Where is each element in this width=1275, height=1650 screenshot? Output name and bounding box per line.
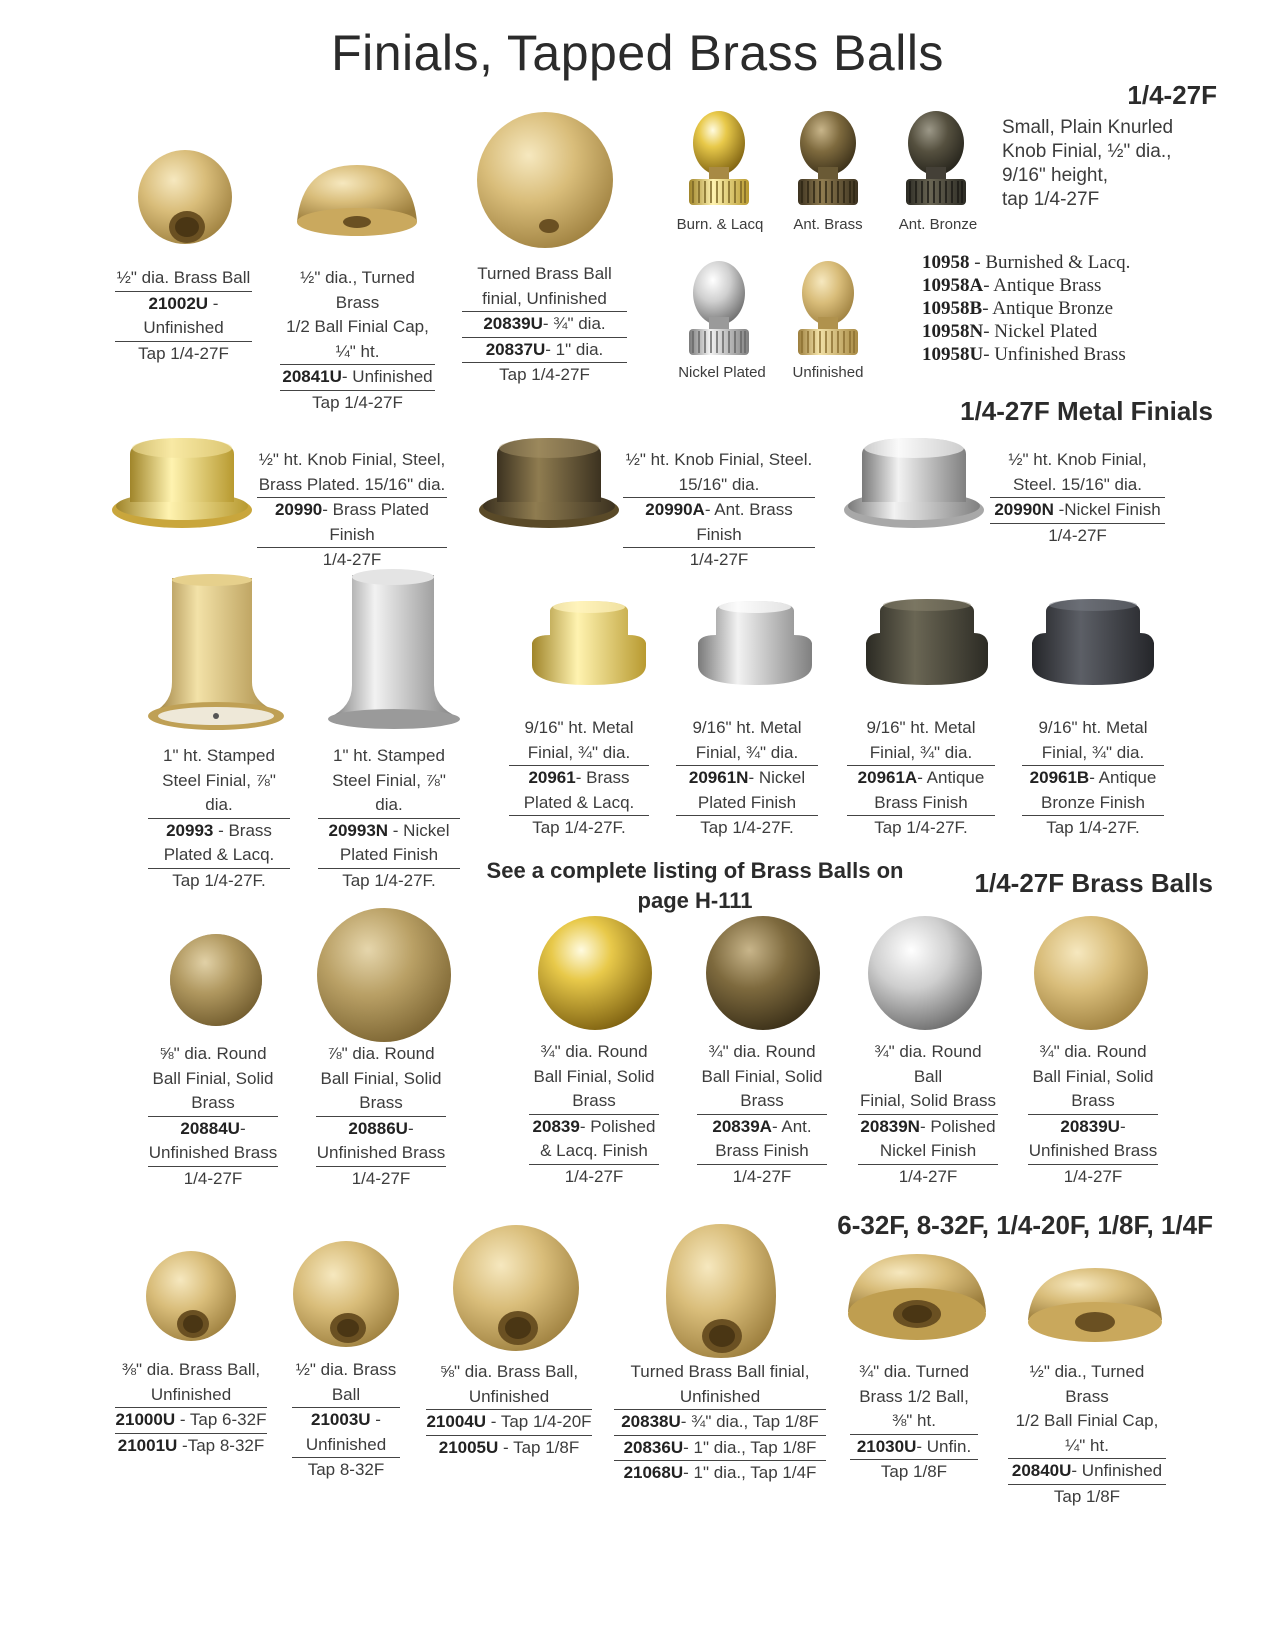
part-number: 20839U — [1060, 1116, 1120, 1136]
caption-line: Ball Finial, Solid — [152, 1068, 274, 1088]
caption-line: Ball Finial, Solid — [1032, 1066, 1154, 1086]
caption-line: Brass Finish — [697, 1139, 827, 1165]
caption-line: - Unfin. — [916, 1436, 972, 1456]
caption-line: finial, Unfinished — [462, 287, 627, 313]
caption-line: Unfinished — [426, 1385, 592, 1411]
caption-line: ¾" dia. Round Ball — [874, 1042, 982, 1086]
knurled-label-antique-brass: Ant. Brass — [793, 216, 863, 233]
tap-size: 1/4-27F — [564, 1166, 624, 1186]
caption-21002u — [115, 266, 252, 366]
caption-line: Bronze Finish — [1022, 791, 1164, 817]
caption-line: - — [407, 1118, 414, 1138]
caption-line: Turned Brass Ball finial, — [630, 1362, 810, 1381]
part-number: 10958B — [922, 298, 983, 319]
tap-size: 1/4-27F — [351, 1168, 411, 1188]
caption-line: ⅜" ht. — [850, 1409, 978, 1435]
caption-line: 1" ht. Stamped — [163, 746, 275, 765]
caption-line: Ball Finial, Solid — [533, 1066, 655, 1086]
ball-21000u-image — [143, 1250, 239, 1346]
part-number: 20993N — [328, 820, 389, 840]
part-number: 21068U — [623, 1463, 684, 1482]
tap-size: Tap 1/4-27F. — [172, 870, 266, 890]
caption-line: Plated & Lacq. — [509, 791, 649, 817]
caption-line: Brass Finish — [847, 791, 995, 817]
tap-size: Tap 1/4-27F. — [532, 818, 626, 837]
tap-size: 1/4-27F — [1063, 1166, 1123, 1186]
section-heading-metal-finials: 1/4-27F Metal Finials — [960, 396, 1213, 426]
knurled-desc-line: 9/16" height, — [1002, 165, 1109, 186]
tap-size: Tap 1/8F — [1053, 1486, 1121, 1506]
caption-line: ¼" ht. — [1008, 1434, 1166, 1460]
knob-20990a-image — [475, 432, 623, 532]
knob-20990-image — [108, 432, 256, 532]
caption-line: Finial, ¾" dia. — [509, 741, 649, 767]
caption-line: & Lacq. Finish — [529, 1139, 659, 1165]
stamped-20993-image — [148, 572, 290, 734]
caption-line: ½" dia. Brass Ball — [115, 266, 252, 292]
stamped-20993n-image — [322, 565, 464, 735]
section-heading-1-4-27f: 1/4-27F — [1127, 80, 1217, 110]
caption-line: ⅝" dia. Brass Ball, — [439, 1362, 579, 1381]
tap-size: Tap 1/4-27F. — [342, 870, 436, 890]
caption-20840u — [1008, 1360, 1166, 1509]
part-number: 20839U — [483, 314, 543, 333]
tap-size: 1/4-27F — [732, 1166, 792, 1186]
caption-line: - 1" dia. — [545, 339, 604, 359]
part-desc: - Antique Bronze — [982, 298, 1114, 319]
part-number: 21004U — [426, 1412, 487, 1431]
caption-line: Brass — [697, 1089, 827, 1115]
part-number: 20839 — [532, 1116, 580, 1136]
knurled-code-row — [922, 297, 1130, 320]
part-number: 20839N — [860, 1116, 920, 1136]
caption-20884u — [148, 1042, 278, 1191]
part-number: 20841U — [282, 367, 342, 386]
caption-line: 9/16" ht. Metal — [524, 718, 634, 737]
caption-line: - — [1119, 1116, 1126, 1136]
tap-size: Tap 1/4-27F — [312, 392, 403, 412]
knurled-label-burnished: Burn. & Lacq — [676, 216, 764, 233]
caption-line: - Ant. Brass Finish — [696, 500, 793, 544]
part-number: 10958U — [922, 344, 984, 365]
caption-line: - 1" dia., Tap 1/4F — [683, 1463, 817, 1482]
caption-line: ⅜" dia. Brass Ball, — [121, 1360, 261, 1379]
knurled-knob-unfinished-image — [792, 255, 864, 361]
caption-line: Finial, ¾" dia. — [676, 741, 818, 767]
caption-20886u — [316, 1042, 446, 1191]
half-ball-21030u-image — [844, 1250, 990, 1350]
part-number: 21001U — [117, 1435, 178, 1455]
caption-line: ¼" ht. — [280, 340, 435, 366]
caption-line: - Antique — [1089, 768, 1157, 787]
caption-line: Unfinished Brass — [1028, 1139, 1158, 1165]
knob-20990n-image — [840, 432, 988, 532]
caption-line: Brass — [148, 1091, 278, 1117]
part-number: 21000U — [115, 1410, 176, 1429]
knurled-code-list — [922, 251, 1130, 366]
page-title: Finials, Tapped Brass Balls — [331, 25, 944, 81]
knurled-knob-antique-brass-image — [792, 105, 864, 211]
caption-line: ½" dia., Turned Brass — [300, 268, 415, 312]
part-number: 20961 — [528, 768, 576, 787]
caption-line: Unfinished — [115, 1383, 267, 1409]
part-desc: - Antique Brass — [983, 275, 1102, 296]
caption-line: 1/2 Ball Finial Cap, — [286, 317, 429, 336]
caption-line: Steel Finial, ⅞" dia. — [318, 769, 460, 819]
caption-line: - Tap 6-32F — [175, 1410, 267, 1429]
caption-line: Ball Finial, Solid — [320, 1068, 442, 1088]
caption-line: ½" ht. Knob Finial, — [1008, 450, 1147, 469]
caption-line: - Nickel — [388, 820, 450, 840]
caption-line: ½" dia. Brass — [295, 1360, 397, 1379]
caption-line: Plated & Lacq. — [148, 843, 290, 869]
tap-size: 1/4-27F — [1048, 525, 1107, 545]
knurled-desc-line: Knob Finial, ½" dia., — [1002, 141, 1172, 162]
part-number: 21003U — [311, 1410, 371, 1429]
part-number: 10958N — [922, 321, 984, 342]
caption-20839a — [697, 1040, 827, 1189]
caption-line: Ball — [292, 1383, 400, 1409]
caption-20961b — [1022, 716, 1164, 841]
caption-line: 9/16" ht. Metal — [866, 718, 976, 737]
caption-line: - Tap 1/4-20F — [486, 1412, 592, 1431]
caption-20838u — [614, 1360, 826, 1486]
cap-20841u-image — [292, 160, 422, 240]
caption-line: - — [208, 293, 219, 313]
part-desc: - Unfinished Brass — [983, 344, 1126, 365]
caption-21004u — [426, 1360, 592, 1460]
tap-size: 1/4-27F — [183, 1168, 243, 1188]
part-number: 10958 — [922, 252, 970, 273]
caption-line: Brass — [529, 1089, 659, 1115]
caption-line: - Unfinished — [341, 367, 433, 386]
caption-line: Brass Plated. 15/16" dia. — [257, 473, 447, 499]
part-number: 20990 — [274, 500, 323, 519]
caption-line: 15/16" dia. — [623, 473, 815, 499]
note-line: page H-111 — [637, 888, 753, 913]
metal-20961-image — [520, 595, 658, 695]
knurled-desc-line: tap 1/4-27F — [1002, 189, 1100, 210]
part-number: 20886U — [348, 1118, 408, 1138]
part-number: 20990A — [645, 500, 705, 519]
caption-line: ⅞" dia. Round — [327, 1044, 435, 1063]
caption-20961a — [847, 716, 995, 841]
caption-line: - Antique — [917, 768, 985, 787]
note-line: See a complete listing of Brass Balls on — [486, 858, 904, 883]
knurled-knob-burnished-image — [683, 105, 755, 211]
caption-line: Brass 1/2 Ball, — [859, 1386, 969, 1406]
caption-line: - ¾" dia., Tap 1/8F — [680, 1412, 819, 1431]
tap-size: Tap 1/4-27F. — [874, 818, 968, 837]
caption-line: Unfinished — [614, 1385, 826, 1411]
caption-line: Ball Finial, Solid — [701, 1066, 823, 1086]
caption-line: - ¾" dia. — [542, 314, 606, 333]
caption-line: - Brass Plated Finish — [322, 500, 430, 544]
caption-line: Finial, Solid Brass — [858, 1089, 998, 1115]
tap-size: 1/4-27F — [898, 1166, 958, 1186]
knurled-knob-antique-bronze-image — [900, 105, 972, 211]
knurled-knob-nickel-image — [683, 255, 755, 361]
cap-20840u-image — [1022, 1262, 1168, 1348]
ball-20839u-image — [475, 108, 615, 250]
ball-21003u-image — [290, 1240, 402, 1352]
caption-20961n — [676, 716, 818, 841]
caption-21030u — [850, 1360, 978, 1485]
caption-21000u — [115, 1358, 267, 1458]
caption-20990 — [257, 448, 447, 573]
caption-line: ¾" dia. Turned — [859, 1362, 969, 1381]
caption-20839u — [462, 262, 627, 388]
ball-21002u-image — [135, 145, 235, 255]
tap-size: Tap 8-32F — [307, 1460, 385, 1479]
part-number: 21002U — [148, 293, 209, 313]
caption-line: - — [239, 1118, 246, 1138]
caption-20993 — [148, 744, 290, 893]
caption-line: Turned Brass Ball — [477, 264, 612, 283]
part-number: 21005U — [438, 1437, 499, 1457]
tap-size: 1/4-27F — [322, 550, 382, 569]
caption-line: ½" dia., Turned Brass — [1029, 1362, 1145, 1406]
metal-20961b-image — [1024, 595, 1162, 695]
caption-20839u — [1028, 1040, 1158, 1189]
tap-size: Tap 1/4-27F — [499, 365, 590, 384]
part-number: 21030U — [856, 1436, 917, 1456]
caption-line: Unfinished — [115, 316, 252, 342]
caption-line: Plated Finish — [676, 791, 818, 817]
caption-line: - Polished — [579, 1116, 656, 1136]
caption-20993n — [318, 744, 460, 893]
tap-size: 1/4-27F — [689, 550, 749, 569]
caption-line: Brass — [316, 1091, 446, 1117]
knurled-label-unfinished: Unfinished — [792, 364, 864, 381]
caption-20990a — [623, 448, 815, 573]
caption-line: 1" ht. Stamped — [333, 746, 445, 765]
part-number: 20839A — [712, 1116, 772, 1136]
caption-line: - Brass — [575, 768, 630, 787]
caption-line: Steel Finial, ⅞" dia. — [148, 769, 290, 819]
knurled-label-antique-bronze: Ant. Bronze — [898, 216, 978, 233]
knurled-desc-line: Small, Plain Knurled — [1002, 117, 1174, 138]
caption-line: - Brass — [213, 820, 272, 840]
section-heading-other-taps: 6-32F, 8-32F, 1/4-20F, 1/8F, 1/4F — [837, 1210, 1213, 1240]
caption-line: Unfinished — [292, 1433, 400, 1459]
knurled-label-nickel: Nickel Plated — [678, 364, 766, 381]
caption-line: Unfinished Brass — [316, 1141, 446, 1167]
metal-20961n-image — [686, 595, 824, 695]
caption-line: 9/16" ht. Metal — [692, 718, 802, 737]
ball-20839u-image — [1032, 914, 1150, 1032]
caption-line: - Unfinished — [1071, 1461, 1163, 1480]
caption-line: -Tap 8-32F — [177, 1435, 265, 1455]
part-number: 20884U — [180, 1118, 240, 1138]
part-number: 20836U — [623, 1437, 684, 1457]
part-number: 20840U — [1011, 1461, 1072, 1480]
part-number: 20961N — [688, 768, 749, 787]
caption-20961 — [509, 716, 649, 841]
caption-line: Finial, ¾" dia. — [847, 741, 995, 767]
caption-20839 — [529, 1040, 659, 1189]
section-heading-brass-balls: 1/4-27F Brass Balls — [974, 868, 1213, 898]
ball-20884u-image — [168, 932, 264, 1028]
caption-line: 1/2 Ball Finial Cap, — [1015, 1411, 1159, 1430]
caption-line: - — [370, 1410, 381, 1429]
ball-20839-image — [536, 914, 654, 1032]
knurled-code-row — [922, 343, 1130, 366]
caption-21003u — [292, 1358, 400, 1483]
tap-size: Tap 1/8F — [880, 1462, 948, 1481]
ball-20886u-image — [315, 906, 453, 1044]
knurled-description — [1002, 116, 1173, 212]
part-number: 20961B — [1029, 768, 1090, 787]
caption-line: - Nickel — [748, 768, 806, 787]
caption-line: Finial, ¾" dia. — [1022, 741, 1164, 767]
tap-size: Tap 1/4-27F. — [700, 818, 794, 837]
caption-line: Plated Finish — [318, 843, 460, 869]
caption-line: - Ant. — [771, 1116, 812, 1136]
caption-line: - Tap 1/8F — [498, 1437, 580, 1457]
ball-20839a-image — [704, 914, 822, 1032]
caption-line: Brass — [1028, 1089, 1158, 1115]
caption-line: ¾" dia. Round — [708, 1042, 816, 1061]
caption-line: Unfinished Brass — [148, 1141, 278, 1167]
caption-line: Nickel Finish — [858, 1139, 998, 1165]
caption-line: ½" ht. Knob Finial, Steel, — [258, 450, 446, 469]
part-number: 20993 — [166, 820, 214, 840]
tap-size: Tap 1/4-27F — [138, 343, 229, 363]
metal-20961a-image — [858, 595, 996, 695]
ball-21004u-image — [450, 1224, 582, 1356]
part-number: 20838U — [621, 1412, 681, 1431]
ball-20839n-image — [866, 914, 984, 1032]
caption-20839n — [858, 1040, 998, 1189]
part-number: 20961A — [857, 768, 918, 787]
part-number: 20837U — [485, 339, 546, 359]
caption-20841u — [280, 266, 435, 415]
part-desc: - Nickel Plated — [983, 321, 1098, 342]
part-desc: - Burnished & Lacq. — [969, 252, 1131, 273]
caption-line: Steel. 15/16" dia. — [990, 473, 1165, 499]
caption-20990n — [990, 448, 1165, 548]
caption-line: ¾" dia. Round — [540, 1042, 648, 1061]
caption-line: ⅝" dia. Round — [159, 1044, 267, 1063]
knurled-code-row — [922, 320, 1130, 343]
knurled-code-row — [922, 251, 1130, 274]
caption-line: ¾" dia. Round — [1039, 1042, 1147, 1061]
tap-size: Tap 1/4-27F. — [1046, 818, 1140, 837]
caption-line: -Nickel Finish — [1053, 500, 1161, 519]
part-number: 20990N — [994, 500, 1054, 519]
brass-balls-listing-note — [480, 856, 910, 916]
caption-line: - 1" dia., Tap 1/8F — [683, 1437, 817, 1457]
caption-line: 9/16" ht. Metal — [1038, 718, 1148, 737]
knurled-code-row — [922, 274, 1130, 297]
caption-line: ½" ht. Knob Finial, Steel. — [625, 450, 813, 469]
ball-20838u-image — [656, 1218, 786, 1362]
part-number: 10958A — [922, 275, 984, 296]
caption-line: - Polished — [919, 1116, 996, 1136]
